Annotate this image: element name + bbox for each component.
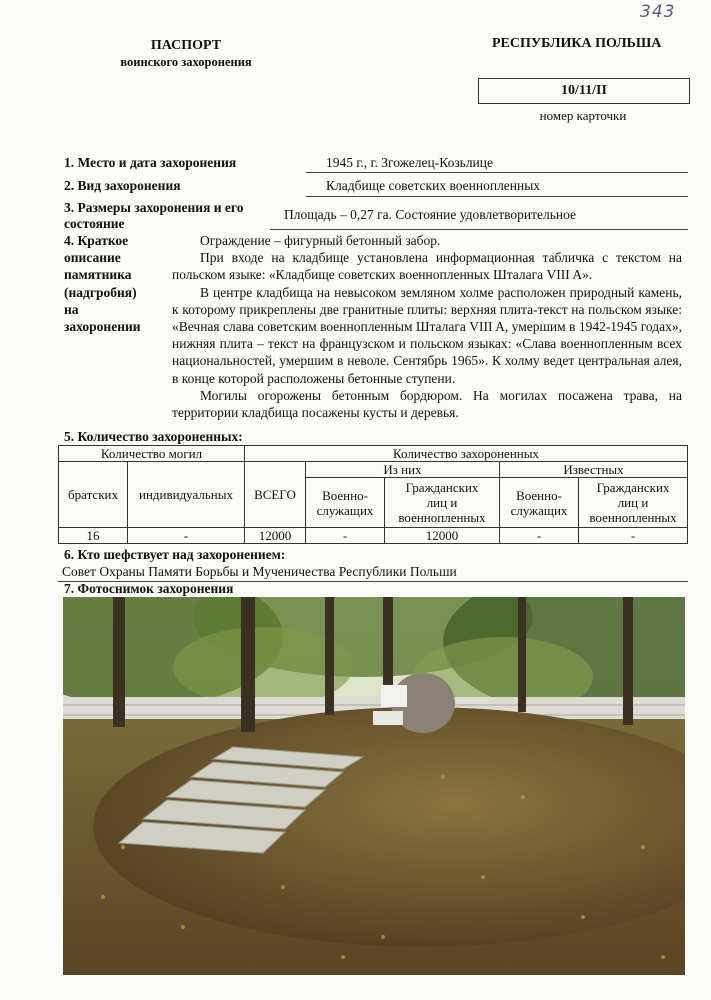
header-known-civilians-line: военнопленных bbox=[589, 510, 677, 525]
description-paragraph: Могилы огорожены бетонным бордюром. На могилах посажена трава, на территории кладбища посажены кусты и деревья. bbox=[172, 387, 682, 421]
burial-photo bbox=[63, 597, 685, 975]
section-2-value: Кладбище советских военнопленных bbox=[326, 178, 541, 193]
country-heading: РЕСПУБЛИКА ПОЛЬША bbox=[492, 36, 662, 51]
section-3-label bbox=[64, 200, 243, 232]
section-1-value: 1945 г., г. Згожелец-Козьлице bbox=[326, 155, 493, 170]
section-3-underline bbox=[270, 229, 688, 230]
header-of-them: Из них bbox=[306, 462, 500, 478]
section-3-value: Площадь – 0,27 га. Состояние удовлетворительное bbox=[284, 207, 577, 222]
section-1-label: 1. Место и дата захоронения bbox=[64, 155, 237, 170]
document-title-block bbox=[96, 38, 276, 70]
section-6-value: Совет Охраны Памяти Борьбы и Мученичества Республики Польши bbox=[62, 564, 457, 579]
cell-known-civilians: - bbox=[579, 528, 688, 544]
section-4-label-line: 4. Краткое bbox=[64, 233, 129, 248]
cell-known-military: - bbox=[500, 528, 579, 544]
header-civilians-line: лиц и bbox=[426, 495, 458, 510]
header-known-civilians-line: лиц и bbox=[617, 495, 649, 510]
table-row bbox=[59, 528, 688, 544]
cell-total: 12000 bbox=[245, 528, 306, 544]
section-4-description bbox=[172, 232, 682, 421]
header-military-line: служащих bbox=[316, 502, 374, 518]
header-civilians-line: Гражданских bbox=[405, 480, 479, 495]
header-known: Известных bbox=[500, 462, 688, 478]
section-2-underline bbox=[306, 196, 688, 197]
description-paragraph: В центре кладбища на невысоком земляном холме расположен природный камень, к которому прикреплены две гранитные плиты: верхняя плита-текст на польском языке: «Вечная слава советским военнопленным Шталага VIII A, умершим в 1942-1945 годах», нижняя плита – текст на французском и польском языках: «Слава военнопленным всех национальностей, умершим в неволе. Сентябрь 1965». К холму ведет центральная алея, в конце которой расположены бетонные ступени. bbox=[172, 284, 682, 386]
section-4-label-line: захоронении bbox=[64, 319, 141, 335]
header-military-line: Военно- bbox=[322, 487, 368, 503]
section-5-label: 5. Количество захороненных: bbox=[64, 429, 243, 444]
document-title: ПАСПОРТ bbox=[150, 38, 222, 53]
section-2-label: 2. Вид захоронения bbox=[64, 178, 181, 193]
section-3-label-line1: 3. Размеры захоронения и его bbox=[64, 200, 244, 215]
description-paragraph: Ограждение – фигурный бетонный забор. bbox=[200, 233, 441, 248]
header-graves: Количество могил bbox=[59, 446, 245, 462]
header-total: ВСЕГО bbox=[245, 462, 306, 528]
section-3-label-line2: состояние bbox=[64, 216, 125, 231]
header-military bbox=[306, 478, 385, 528]
cell-mass: 16 bbox=[59, 528, 128, 544]
header-known-military-line: служащих bbox=[510, 502, 568, 518]
handwritten-page-number: 343 bbox=[640, 2, 676, 22]
section-4-label-line: (надгробия) bbox=[64, 284, 137, 300]
section-4-label-line: памятника bbox=[64, 267, 132, 283]
section-4-label bbox=[64, 232, 184, 335]
header-known-civilians bbox=[579, 478, 688, 528]
header-civilians-line: военнопленных bbox=[398, 510, 486, 525]
header-buried: Количество захороненных bbox=[245, 446, 688, 462]
header-known-civilians-line: Гражданских bbox=[596, 480, 670, 495]
header-known-military-line: Военно- bbox=[516, 487, 562, 503]
section-7-label: 7. Фотоснимок захоронения bbox=[64, 581, 234, 596]
section-4-label-line: описание bbox=[64, 250, 121, 266]
description-paragraph: При входе на кладбище установлена информационная табличка с текстом на польском языке: «Кладбище советских военнопленных Шталага VIII A». bbox=[172, 250, 682, 283]
section-4-label-line: на bbox=[64, 301, 79, 317]
card-number-label: номер карточки bbox=[539, 108, 627, 123]
header-known-military bbox=[500, 478, 579, 528]
cell-individual: - bbox=[128, 528, 245, 544]
header-civilians bbox=[385, 478, 500, 528]
section-6-label: 6. Кто шефствует над захоронением: bbox=[64, 547, 286, 562]
header-mass-graves: братских bbox=[59, 462, 128, 528]
cell-military: - bbox=[306, 528, 385, 544]
document-subtitle: воинского захоронения bbox=[120, 55, 252, 69]
header-individual-graves: индивидуальных bbox=[128, 462, 245, 528]
burial-count-table bbox=[58, 445, 688, 544]
card-number-box: 10/11/II bbox=[478, 78, 690, 104]
section-1-underline bbox=[306, 172, 688, 173]
cell-civilians: 12000 bbox=[385, 528, 500, 544]
